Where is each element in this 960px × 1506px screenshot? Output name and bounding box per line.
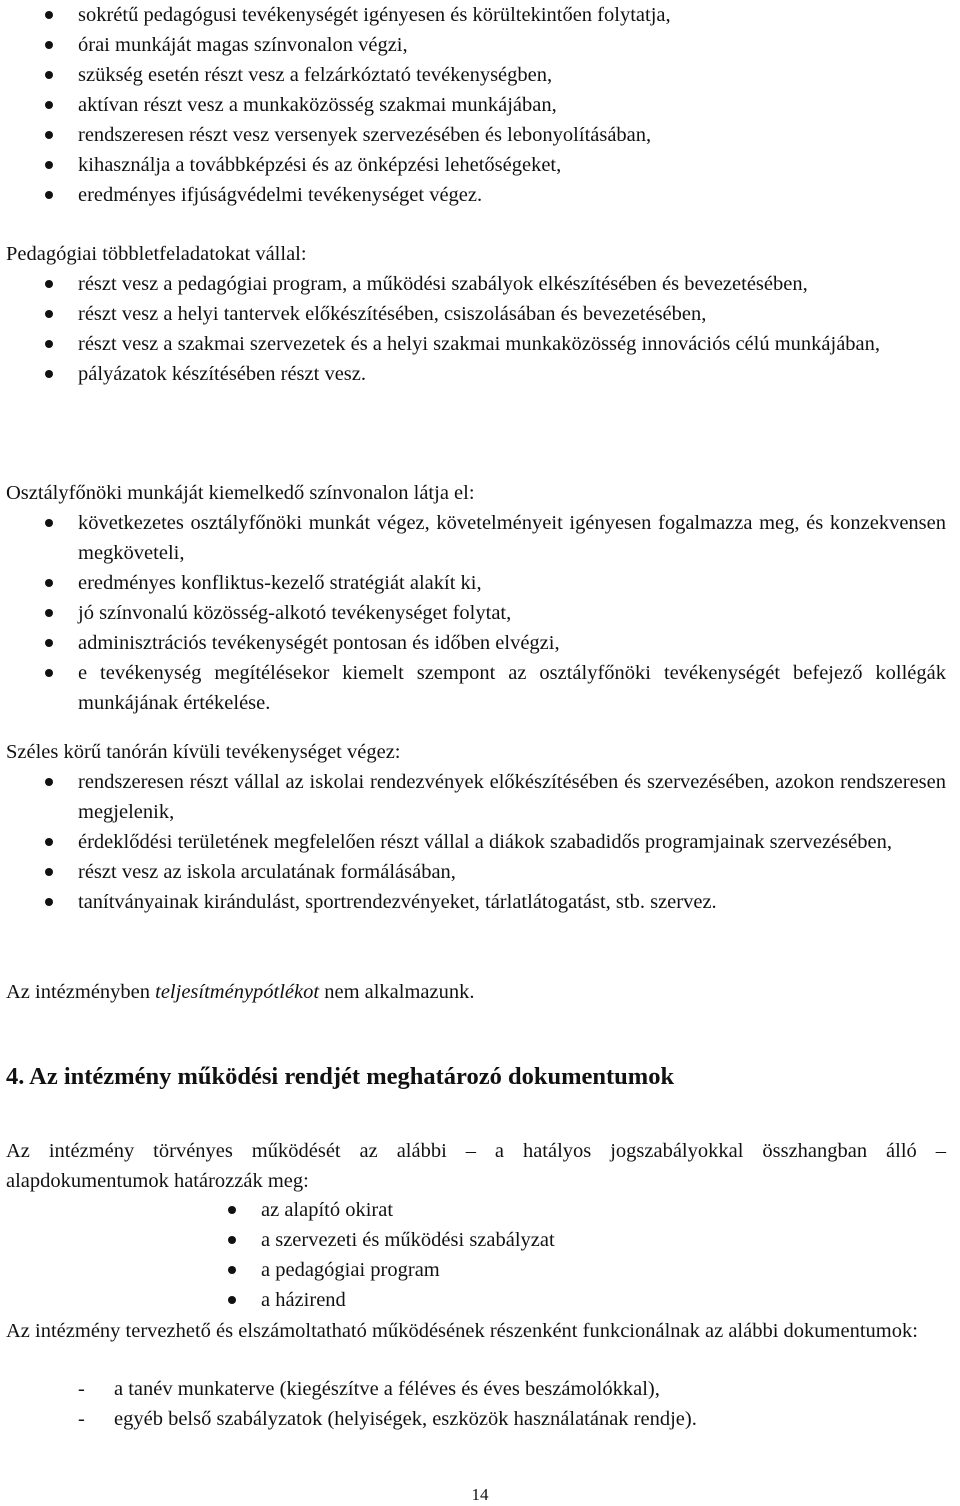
list-item: szükség esetén részt vesz a felzárkóztató tevékenységben, (6, 60, 946, 90)
tanoran-kivuli-list (6, 767, 946, 917)
text-segment: Az intézményben (6, 981, 156, 1003)
page-number: 14 (471, 1485, 489, 1504)
pedagogiai-list (6, 269, 946, 389)
text-segment: nem alkalmazunk. (319, 981, 475, 1003)
list-item: az alapító okirat (6, 1195, 946, 1225)
section-osztalyfonoki (6, 478, 946, 718)
section-heading: Pedagógiai többletfeladatokat vállal: (6, 243, 307, 265)
partial-documents-list (6, 1374, 946, 1434)
list-item: aktívan részt vesz a munkaközösség szakmai munkájában, (6, 90, 946, 120)
chapter-heading: 4. Az intézmény működési rendjét meghatározó dokumentumok (6, 1063, 675, 1090)
teljesitmenypotlek-paragraph (6, 977, 946, 1007)
list-item: adminisztrációs tevékenységét pontosan és időben elvégzi, (6, 628, 946, 658)
list-item: sokrétű pedagógusi tevékenységét igényesen és körültekintően folytatja, (6, 0, 946, 30)
chapter-heading-block (6, 1060, 946, 1094)
list-item: részt vesz az iskola arculatának formálásában, (6, 857, 946, 887)
partial-documents-block (6, 1374, 946, 1434)
section-heading: Osztályfőnöki munkáját kiemelkedő színvonalon látja el: (6, 482, 475, 504)
base-documents-block (6, 1195, 946, 1315)
list-item: részt vesz a helyi tantervek előkészítésében, csiszolásában és bevezetésében, (6, 299, 946, 329)
emphasized-term: teljesítménypótlékot (155, 981, 320, 1003)
partial-documents-intro-block (6, 1316, 946, 1346)
list-item: eredményes konfliktus-kezelő stratégiát alakít ki, (6, 568, 946, 598)
duties-list (6, 0, 946, 210)
list-item: a házirend (6, 1285, 946, 1315)
list-item: e tevékenység megítélésekor kiemelt szempont az osztályfőnöki tevékenységét befejező kollégák munkájának értékelése. (6, 658, 946, 718)
list-item: tanítványainak kirándulást, sportrendezvényeket, tárlatlátogatást, stb. szervez. (6, 887, 946, 917)
section-tanoran-kivuli (6, 737, 946, 917)
list-item: eredményes ifjúságvédelmi tevékenységet végez. (6, 180, 946, 210)
list-item: kihasználja a továbbképzési és az önképzési lehetőségeket, (6, 150, 946, 180)
partial-documents-intro-text: Az intézmény tervezhető és elszámoltatható működésének részenként funkcionálnak az alábbi dokumentumok: (6, 1320, 918, 1342)
dash-marker: - (78, 1408, 85, 1430)
section-pedagogiai (6, 239, 946, 389)
list-item: a szervezeti és működési szabályzat (6, 1225, 946, 1255)
list-item: rendszeresen részt vesz versenyek szervezésében és lebonyolításában, (6, 120, 946, 150)
chapter-intro-text: Az intézmény törvényes működését az alábbi – a hatályos jogszabályokkal összhangban álló – alapdokumentumok határozzák meg: (6, 1140, 946, 1192)
list-item: részt vesz a pedagógiai program, a működési szabályok elkészítésében és bevezetésében, (6, 269, 946, 299)
section-heading: Széles körű tanórán kívüli tevékenységet végez: (6, 741, 401, 763)
osztalyfonoki-list (6, 508, 946, 718)
base-documents-list (6, 1195, 946, 1315)
list-item (6, 1374, 946, 1404)
teljesitmenypotlek-text (6, 977, 946, 1007)
list-item: rendszeresen részt vállal az iskolai rendezvények előkészítésében és szervezésében, azokon rendszeresen megjelenik, (6, 767, 946, 827)
list-item: jó színvonalú közösség-alkotó tevékenységet folytat, (6, 598, 946, 628)
list-item: a pedagógiai program (6, 1255, 946, 1285)
list-item: érdeklődési területének megfelelően részt vállal a diákok szabadidős programjainak szervezésében, (6, 827, 946, 857)
list-item: órai munkáját magas színvonalon végzi, (6, 30, 946, 60)
chapter-intro-block (6, 1136, 946, 1196)
list-item (6, 1404, 946, 1434)
dash-marker: - (78, 1378, 85, 1400)
list-item-text: egyéb belső szabályzatok (helyiségek, eszközök használatának rendje). (114, 1408, 697, 1430)
duties-list-block (6, 0, 946, 210)
list-item-text: a tanév munkaterve (kiegészítve a féléves és éves beszámolókkal), (114, 1378, 660, 1400)
list-item: részt vesz a szakmai szervezetek és a helyi szakmai munkaközösség innovációs célú munkájában, (6, 329, 946, 359)
list-item: pályázatok készítésében részt vesz. (6, 359, 946, 389)
list-item: következetes osztályfőnöki munkát végez, követelményeit igényesen fogalmazza meg, és konzekvensen megköveteli, (6, 508, 946, 568)
